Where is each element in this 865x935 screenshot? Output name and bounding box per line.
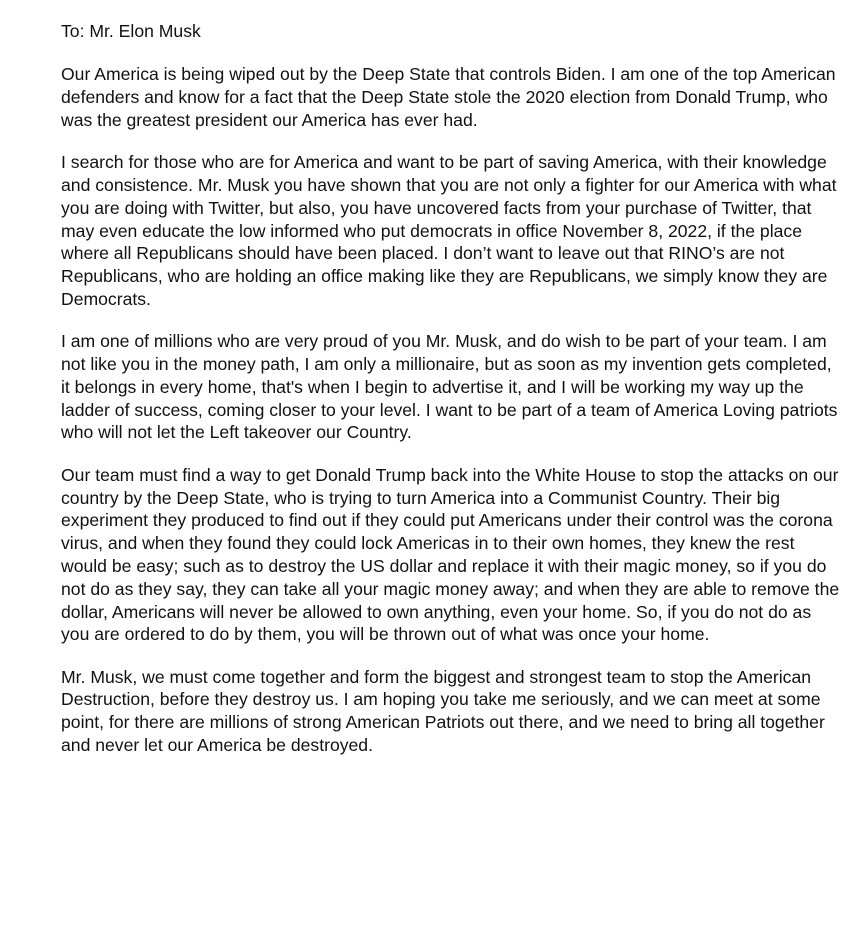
paragraph-4: Our team must find a way to get Donald Trump back into the White House to stop the attacks on our country by the Deep State, who is trying to turn America into a Communist Country. Their big experiment they produced to find out if they could put Americans under their control was the corona virus, and when they found they could lock Americas in to their own homes, they knew the rest would be easy; such as to destroy the US dollar and replace it with their magic money, so if you do not do as they say, they can take all your magic money away; and when they are able to remove the dollar, Americans will never be allowed to own anything, even your home. So, if you do not do as you are ordered to do by them, you will be thrown out of what was once your home. xyxy=(61,464,840,645)
paragraph-3: I am one of millions who are very proud of you Mr. Musk, and do wish to be part of your team. I am not like you in the money path, I am only a millionaire, but as soon as my invention gets completed, it belongs in every home, that's when I begin to advertise it, and I will be working my way up the ladder of success, coming closer to your level. I want to be part of a team of America Loving patriots who will not let the Left takeover our Country. xyxy=(61,331,838,443)
paragraph-1: Our America is being wiped out by the Deep State that controls Biden. I am one of the top American defenders and know for a fact that the Deep State stole the 2020 election from Donald Trump, who was the greatest president our America has ever had. xyxy=(61,64,836,130)
salutation: To: Mr. Elon Musk xyxy=(61,21,201,41)
paragraph-2: I search for those who are for America and want to be part of saving America, with their knowledge and consistence. Mr. Musk you have shown that you are not only a fighter for our America with what you are doing with Twitter, but also, you have uncovered facts from your purchase of Twitter, that may even educate the low informed who put democrats in office November 8, 2022, if the place where all Republicans should have been placed. I don’t want to leave out that RINO’s are not Republicans, who are holding an office making like they are Republicans, we simply know they are Democrats. xyxy=(61,152,837,309)
paragraph-5: Mr. Musk, we must come together and form the biggest and strongest team to stop the American Destruction, before they destroy us. I am hoping you take me seriously, and we can meet at some point, for there are millions of strong American Patriots out there, and we need to bring all together and never let our America be destroyed. xyxy=(61,666,825,756)
letter-body xyxy=(61,20,841,776)
